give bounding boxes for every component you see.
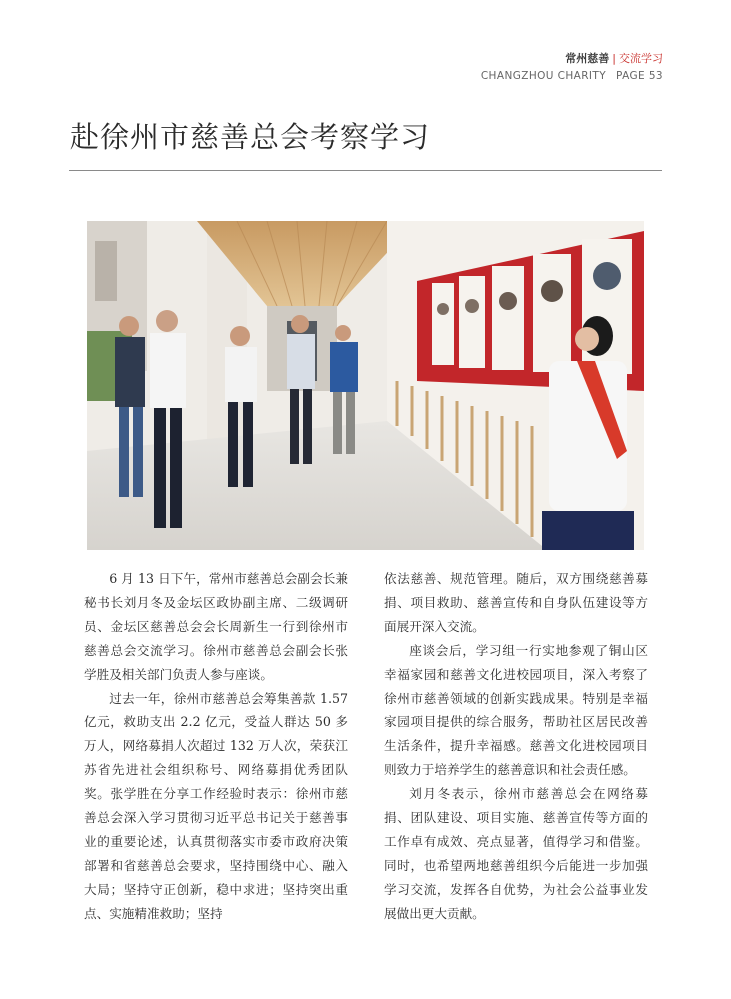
article-paragraph: 6 月 13 日下午，常州市慈善总会副会长兼秘书长刘月冬及金坛区政协副主席、二级调研员、金坛区慈善总会会长周新生一行到徐州市慈善总会交流学习。徐州市慈善总会副会长张学胜及相关部门负责人参与座谈。	[84, 571, 348, 682]
article-photo	[87, 221, 644, 550]
header-page-line	[481, 70, 663, 82]
magazine-brand: 常州慈善	[565, 52, 610, 65]
article-paragraph: 刘月冬表示，徐州市慈善总会在网络募捐、团队建设、项目实施、慈善宣传等方面的工作卓有成效、亮点显著，值得学习和借鉴。同时，也希望两地慈善组织今后能进一步加强学习交流，发挥各自优势，为社会公益事业发展做出更大贡献。	[384, 786, 648, 921]
article-paragraph: 依法慈善、规范管理。随后，双方围绕慈善募捐、项目救助、慈善宣传和自身队伍建设等方面展开深入交流。	[384, 571, 648, 634]
title-divider	[69, 170, 662, 171]
page-number: 53	[648, 70, 663, 82]
article-column-right	[384, 567, 648, 926]
page-header	[481, 52, 663, 82]
article-column-left	[84, 567, 348, 926]
article-paragraph: 过去一年，徐州市慈善总会筹集善款 1.57 亿元，救助支出 2.2 亿元，受益人群达 50 多万人，网络募捐人次超过 132 万人次，荣获江苏省先进社会组织称号、网络募捐优秀团队奖。张学胜在分享工作经验时表示：徐州市慈善总会深入学习贯彻习近平总书记关于慈善事业的重要论述，认真贯彻落实市委市政府决策部署和省慈善总会要求，坚持围绕中心、融入大局；坚持守正创新，稳中求进；坚持突出重点、实施精准救助；坚持	[84, 690, 348, 921]
header-brand-line	[481, 52, 663, 66]
section-name: 交流学习	[619, 52, 663, 65]
magazine-name-en: CHANGZHOU CHARITY	[480, 70, 607, 82]
article-title: 赴徐州市慈善总会考察学习	[70, 120, 431, 154]
article-paragraph: 座谈会后，学习组一行实地参观了铜山区幸福家园和慈善文化进校园项目，深入考察了徐州市慈善领域的创新实践成果。特别是幸福家园项目提供的综合服务，帮助社区居民改善生活条件，提升幸福感。慈善文化进校园项目则致力于培养学生的慈善意识和社会责任感。	[384, 642, 648, 778]
page-label: PAGE	[616, 70, 646, 82]
header-separator: |	[612, 52, 616, 65]
